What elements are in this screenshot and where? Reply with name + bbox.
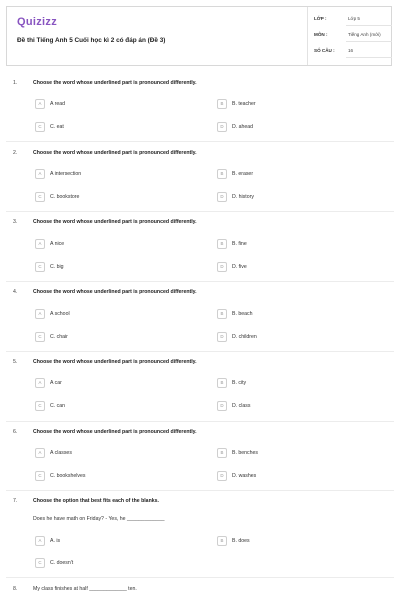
meta-row-subject (314, 29, 392, 45)
question-text: Choose the word whose underlined part is pronounced differently. (33, 150, 197, 156)
meta-label: MÔN : (314, 32, 328, 37)
option-key: C (35, 471, 45, 481)
question-number: 3. (13, 219, 18, 225)
option-key: A (35, 378, 45, 388)
option-key: B (217, 169, 227, 179)
question-divider (6, 490, 394, 491)
worksheet-header (6, 6, 392, 66)
option-key: B (217, 239, 227, 249)
meta-underline (346, 25, 392, 26)
option-text: C. eat (50, 124, 64, 130)
option-text: A car (50, 380, 62, 386)
option-key: A (35, 169, 45, 179)
option-key: B (217, 536, 227, 546)
option-text: A intersection (50, 171, 82, 177)
option-key: C (35, 401, 45, 411)
question-prompt: Does he have math on Friday? - Yes, he _____________ (33, 516, 165, 522)
option-text: A read (50, 101, 65, 107)
meta-value: Tiếng Anh (mới) (348, 32, 381, 37)
option-key: A (35, 448, 45, 458)
question-number: 8. (13, 586, 18, 592)
document-title: Đề thi Tiếng Anh 5 Cuối học kì 2 có đáp án (Đề 3) (17, 37, 166, 44)
meta-label: SỐ CÂU : (314, 48, 335, 53)
question-number: 6. (13, 429, 18, 435)
option-text: B. benches (232, 450, 258, 456)
question-number: 4. (13, 289, 18, 295)
question-divider (6, 141, 394, 142)
option-key: A (35, 536, 45, 546)
meta-value: 16 (348, 48, 354, 53)
question-text: Choose the word whose underlined part is pronounced differently. (33, 429, 197, 435)
option-text: C. big (50, 264, 64, 270)
option-key: D (217, 401, 227, 411)
option-key: C (35, 558, 45, 568)
option-text: D. five (232, 264, 247, 270)
option-key: B (217, 99, 227, 109)
option-text: B. teacher (232, 101, 256, 107)
option-key: C (35, 332, 45, 342)
question-number: 2. (13, 150, 18, 156)
option-text: A classes (50, 450, 72, 456)
meta-label: LỚP : (314, 16, 327, 21)
option-text: D. washes (232, 473, 257, 479)
question-divider (6, 577, 394, 578)
question-text: Choose the word whose underlined part is pronounced differently. (33, 359, 197, 365)
option-text: D. history (232, 194, 254, 200)
question-number: 7. (13, 498, 18, 504)
question-number: 1. (13, 80, 18, 86)
option-key: C (35, 262, 45, 272)
option-key: C (35, 192, 45, 202)
meta-value: Lớp 5 (348, 16, 360, 21)
option-key: B (217, 448, 227, 458)
option-key: D (217, 192, 227, 202)
option-text: D. ahead (232, 124, 254, 130)
option-key: D (217, 332, 227, 342)
option-text: C. bookstore (50, 194, 80, 200)
option-text: A. is (50, 538, 61, 544)
question-divider (6, 421, 394, 422)
option-text: B. city (232, 380, 247, 386)
option-text: B. does (232, 538, 250, 544)
option-text: C. can (50, 403, 65, 409)
meta-panel (307, 7, 393, 65)
option-text: C. bookshelves (50, 473, 86, 479)
question-text: Choose the option that best fits each of the blanks. (33, 498, 159, 504)
option-key: D (217, 122, 227, 132)
question-prompt: My class finishes at half _____________ ten. (33, 586, 137, 592)
question-divider (6, 281, 394, 282)
option-text: B. beach (232, 311, 253, 317)
option-text: B. eraser (232, 171, 254, 177)
option-text: A school (50, 311, 70, 317)
question-text: Choose the word whose underlined part is pronounced differently. (33, 80, 197, 86)
option-text: B. fine (232, 241, 247, 247)
option-key: B (217, 378, 227, 388)
option-key: D (217, 262, 227, 272)
question-text: Choose the word whose underlined part is pronounced differently. (33, 219, 197, 225)
meta-underline (346, 57, 392, 58)
option-text: C. doesn't (50, 560, 74, 566)
option-text: D. children (232, 334, 257, 340)
question-divider (6, 211, 394, 212)
option-text: D. class (232, 403, 251, 409)
question-number: 5. (13, 359, 18, 365)
option-key: A (35, 309, 45, 319)
meta-row-count (314, 45, 392, 61)
option-key: B (217, 309, 227, 319)
option-text: A nice (50, 241, 65, 247)
meta-underline (346, 41, 392, 42)
option-key: A (35, 239, 45, 249)
option-key: C (35, 122, 45, 132)
meta-row-class (314, 13, 392, 29)
option-text: C. chair (50, 334, 68, 340)
question-divider (6, 351, 394, 352)
option-key: A (35, 99, 45, 109)
question-text: Choose the word whose underlined part is pronounced differently. (33, 289, 197, 295)
quizizz-logo: Quizizz (17, 16, 57, 28)
option-key: D (217, 471, 227, 481)
